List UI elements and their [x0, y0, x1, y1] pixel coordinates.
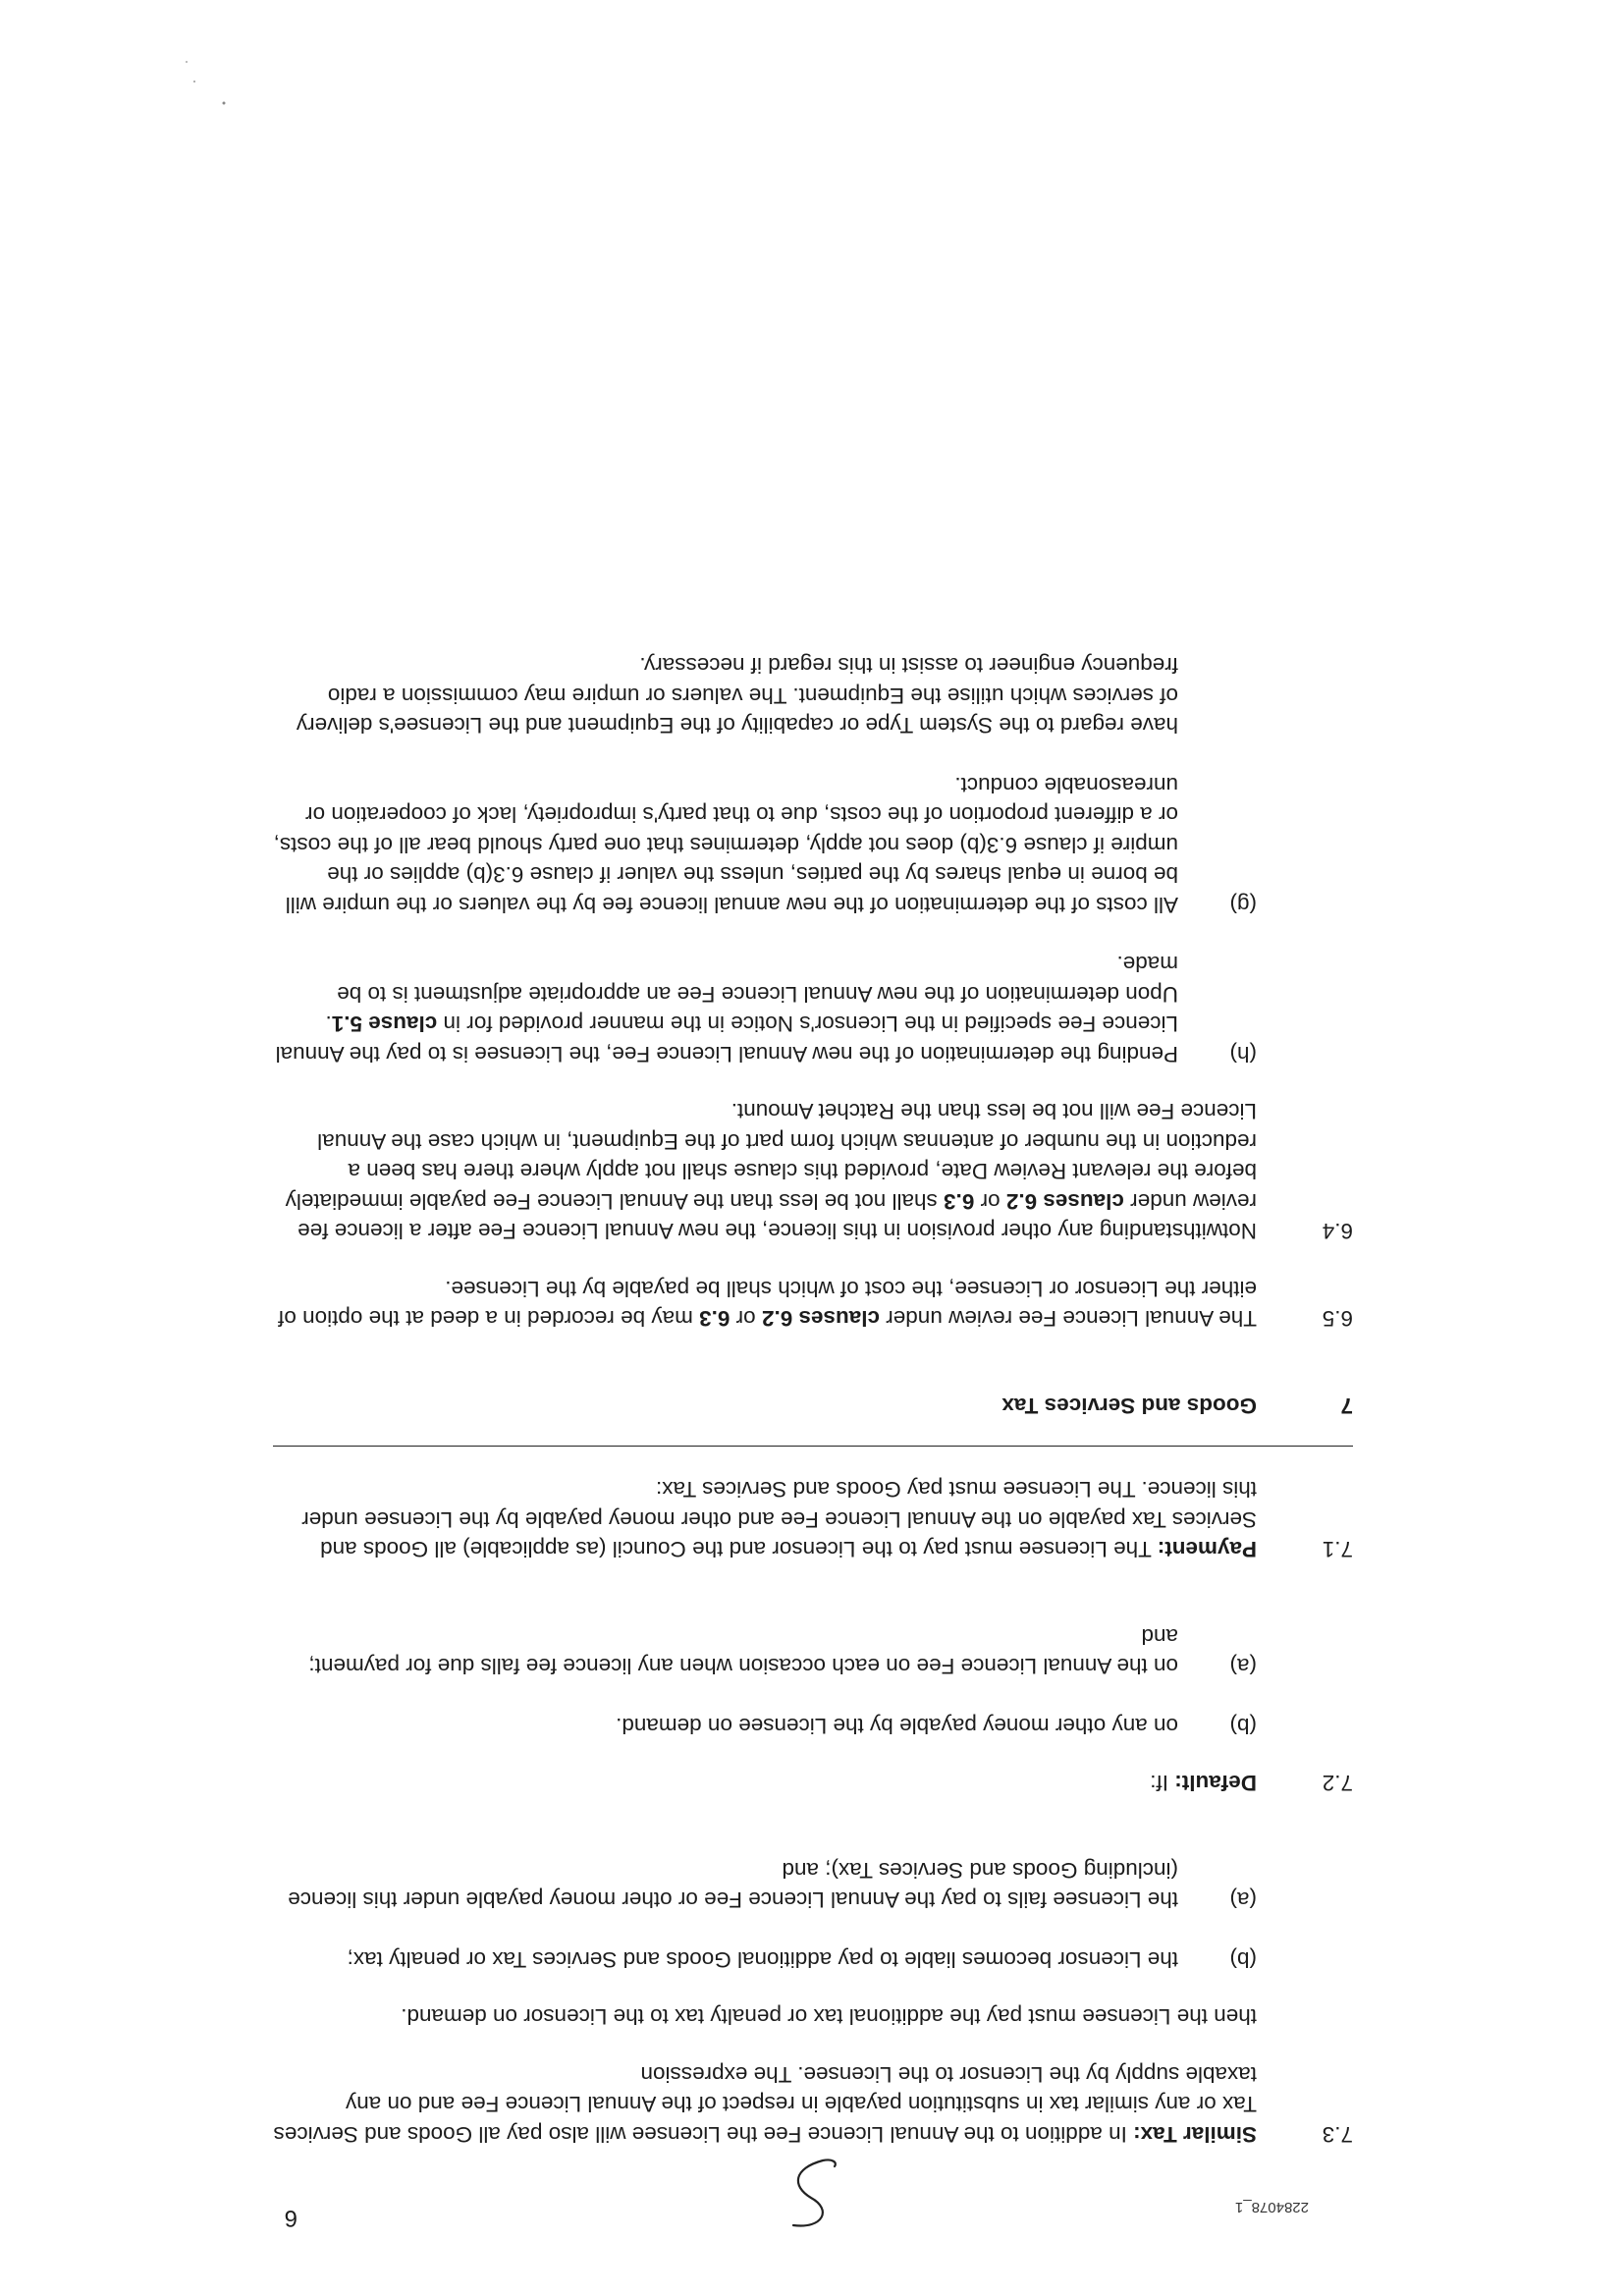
clause-7-1: 7.1 Payment: The Licensee must pay to the Licensor and the Council (as applicable) all Goods and Services Tax payable on the Annual Licence Fee and other money payable by the Licensee under this licence. The Licensee must pay Goods and Services Tax: — [273, 1474, 1353, 1564]
list-item: (a) on the Annual Licence Fee on each occasion when any licence fee falls due for payment; and — [308, 1624, 1257, 1679]
clause-title: Payment — [1164, 1537, 1257, 1562]
list-item-continuation: have regard to the System Type or capability of the Equipment and the Licensee's delivery of services which utilise the Equipment. The valuers or umpire may commission a radio frequency engineer to assist in this regard if necessary. — [296, 653, 1178, 738]
clause-6-3-items — [273, 621, 1353, 1068]
list-item: (b) on any other money payable by the Licensee on demand. — [616, 1714, 1257, 1738]
clause-7-3: 7.3 Similar Tax: In addition to the Annual Licence Fee the Licensee will also pay all Goods and Services Tax or any similar tax in substitution payable in respect of the Annual Licence Fee and on any taxable supply by the Licensor to the Licensee. The expression — [273, 2059, 1353, 2150]
clause-title: Default — [1181, 1771, 1257, 1796]
clause-number: 7.2 — [1322, 1771, 1353, 1796]
clause-number: 7.3 — [1322, 2122, 1353, 2147]
page-number: 6 — [284, 2205, 298, 2231]
document-reference: 2284078_1 — [1234, 2199, 1309, 2215]
clause-7-2-items — [273, 1826, 1353, 1975]
clause-6-5: 6.5 The Annual Licence Fee review under clauses 6.2 or 6.3 may be recorded in a deed at the option of either the Licensor or Licensee, the cost of which shall be payable by the Licensee. — [273, 1274, 1353, 1334]
clause-7-1-items — [273, 1592, 1353, 1741]
list-item: (g) All costs of the determination of the new annual licence fee by the valuers or the umpire will be borne in equal shares by the parties, unless the valuer if clause 6.3(b) applies or the umpire if clause 6.3(b) does not apply, determines that one party should bear all of the costs, or a different proportion of the costs, due to that party's impropriety, lack of cooperation or unreasonable conduct. — [273, 773, 1257, 917]
section-heading: 7 Goods and Services Tax — [1001, 1394, 1353, 1418]
clause-number: 6.4 — [1322, 1219, 1353, 1244]
list-item: (b) the Licensor becomes liable to pay additional Goods and Services Tax or penalty tax; — [347, 1947, 1257, 1972]
clause-number: 7.1 — [1322, 1537, 1353, 1562]
scan-specks — [175, 52, 234, 111]
list-item: (h) Pending the determination of the new Annual Licence Fee, the Licensee is to pay the Annual Licence Fee specified in the Licensor's Notice in the manner provided for in clause 5.1. Upon determination of the new Annual Licence Fee an appropriate adjustment is to be made. — [275, 952, 1257, 1066]
section-rule — [273, 1446, 1353, 1447]
clause-7-2: 7.2 Default: If: — [273, 1768, 1353, 1798]
clause-7-2-closing — [273, 2001, 1353, 2032]
clause-text: In addition to the Annual Licence Fee the Licensee will also pay all Goods and Services Tax or any similar tax in substitution payable in respect of the Annual Licence Fee and on any taxable supply by the Licensor to the Licensee. The expression — [273, 2062, 1257, 2147]
clause-closing-text: then the Licensee must pay the additional tax or penalty tax to the Licensor on demand. — [401, 2004, 1257, 2030]
list-item: (a) the Licensee fails to pay the Annual Licence Fee or other money payable under this licence (including Goods and Services Tax); and — [288, 1858, 1257, 1913]
clause-6-4: 6.4 Notwithstanding any other provision in this licence, the new Annual Licence Fee after a licence fee review under clauses 6.2 or 6.3 shall not be less than the Annual Licence Fee payable immediately before the relevant Review Date, provided this clause shall not apply where there has been a reduction in the number of antennas which form part of the Equipment, in which case the Annual Licence Fee will not be less than the Ratchet Amount. — [273, 1096, 1353, 1246]
page-content — [273, 593, 1353, 2149]
initials-signature — [764, 2149, 862, 2237]
clause-number: 6.5 — [1322, 1306, 1353, 1332]
clause-title: Similar Tax — [1140, 2122, 1257, 2147]
